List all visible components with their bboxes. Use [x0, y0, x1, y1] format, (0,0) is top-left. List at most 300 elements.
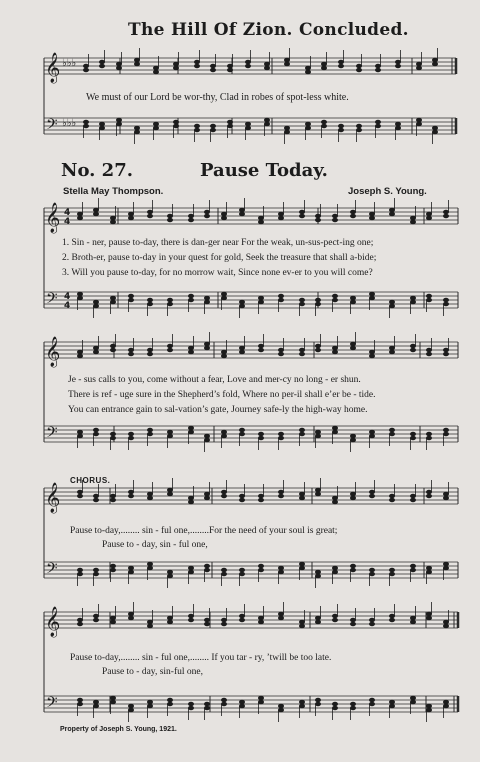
notehead: [221, 618, 226, 622]
notehead: [369, 292, 374, 296]
notehead: [128, 432, 133, 436]
notehead: [432, 126, 437, 130]
notehead: [99, 64, 104, 68]
notehead: [147, 562, 152, 566]
notehead: [99, 60, 104, 64]
notehead: [410, 300, 415, 304]
notehead: [93, 704, 98, 708]
notehead: [416, 118, 421, 122]
notehead: [410, 216, 415, 220]
notehead: [77, 430, 82, 434]
notehead: [426, 352, 431, 356]
notehead: [258, 348, 263, 352]
notehead: [278, 616, 283, 620]
notehead: [147, 624, 152, 628]
notehead: [299, 496, 304, 500]
notehead: [221, 490, 226, 494]
notehead: [147, 352, 152, 356]
notehead: [239, 428, 244, 432]
notehead: [194, 60, 199, 64]
notehead: [188, 496, 193, 500]
notehead: [258, 620, 263, 624]
notehead: [239, 346, 244, 350]
hymn-number: No. 27.: [61, 160, 133, 181]
notehead: [167, 344, 172, 348]
notehead: [426, 490, 431, 494]
notehead: [128, 348, 133, 352]
notehead: [147, 566, 152, 570]
notehead: [350, 622, 355, 626]
notehead: [204, 618, 209, 622]
notehead: [350, 210, 355, 214]
notehead: [204, 496, 209, 500]
notehead: [110, 220, 115, 224]
notehead: [278, 212, 283, 216]
notehead: [443, 566, 448, 570]
notehead: [315, 344, 320, 348]
notehead: [239, 494, 244, 498]
notehead: [116, 118, 121, 122]
notehead: [204, 300, 209, 304]
notehead: [350, 564, 355, 568]
notehead: [194, 64, 199, 68]
notehead: [426, 348, 431, 352]
notehead: [443, 348, 448, 352]
notehead: [443, 704, 448, 708]
notehead: [167, 348, 172, 352]
notehead: [299, 704, 304, 708]
notehead: [221, 430, 226, 434]
notehead: [221, 216, 226, 220]
notehead: [315, 702, 320, 706]
notehead: [375, 68, 380, 72]
notehead: [188, 218, 193, 222]
notehead: [321, 66, 326, 70]
notehead: [77, 618, 82, 622]
notehead: [147, 432, 152, 436]
notehead: [350, 214, 355, 218]
notehead: [128, 298, 133, 302]
notehead: [278, 494, 283, 498]
notehead: [389, 212, 394, 216]
chorus-line-1: Pause to-day,........ sin - ful one,........For the need of your soul is great;: [70, 526, 338, 536]
notehead: [110, 348, 115, 352]
notehead: [369, 490, 374, 494]
svg-text:♭♭♭: ♭♭♭: [62, 58, 77, 69]
notehead: [245, 122, 250, 126]
notehead: [410, 568, 415, 572]
notehead: [128, 490, 133, 494]
notehead: [338, 124, 343, 128]
notehead: [369, 568, 374, 572]
notehead: [315, 214, 320, 218]
notehead: [315, 430, 320, 434]
notehead: [350, 296, 355, 300]
notehead: [426, 212, 431, 216]
notehead: [321, 124, 326, 128]
notehead: [258, 300, 263, 304]
svg-text:𝄢: 𝄢: [46, 694, 58, 715]
notehead: [426, 612, 431, 616]
notehead: [432, 130, 437, 134]
notehead: [128, 566, 133, 570]
notehead: [350, 434, 355, 438]
notehead: [443, 210, 448, 214]
notehead: [110, 300, 115, 304]
notehead: [410, 700, 415, 704]
notehead: [204, 296, 209, 300]
notehead: [299, 562, 304, 566]
notehead: [410, 296, 415, 300]
notehead: [147, 214, 152, 218]
notehead: [77, 490, 82, 494]
notehead: [299, 432, 304, 436]
notehead: [315, 698, 320, 702]
notehead: [83, 68, 88, 72]
notehead: [83, 124, 88, 128]
notehead: [395, 64, 400, 68]
notehead: [299, 624, 304, 628]
notehead: [332, 346, 337, 350]
notehead: [332, 298, 337, 302]
svg-text:4: 4: [64, 217, 71, 227]
notehead: [369, 434, 374, 438]
notehead: [239, 208, 244, 212]
notehead: [369, 350, 374, 354]
notehead: [315, 488, 320, 492]
notehead: [338, 64, 343, 68]
notehead: [389, 432, 394, 436]
notehead: [167, 620, 172, 624]
notehead: [432, 62, 437, 66]
notehead: [239, 572, 244, 576]
notehead: [239, 568, 244, 572]
notehead: [443, 496, 448, 500]
notehead: [389, 568, 394, 572]
notehead: [332, 294, 337, 298]
notehead: [83, 64, 88, 68]
notehead: [110, 344, 115, 348]
notehead: [264, 66, 269, 70]
system1-verse-1: 1. Sin - ner, pause to-day, there is dan-ger near For the weak, un-sus-pect-ing one;: [62, 238, 374, 248]
notehead: [239, 432, 244, 436]
notehead: [410, 436, 415, 440]
notehead: [332, 350, 337, 354]
notehead: [188, 346, 193, 350]
notehead: [221, 296, 226, 300]
notehead: [278, 490, 283, 494]
notehead: [338, 60, 343, 64]
notehead: [389, 704, 394, 708]
system1-verse-2: 2. Broth-er, pause to-day in your quest for gold, Seek the treasure that shall a-bide;: [62, 253, 377, 263]
notehead: [299, 620, 304, 624]
notehead: [389, 700, 394, 704]
notehead: [167, 492, 172, 496]
notehead: [350, 568, 355, 572]
notehead: [278, 352, 283, 356]
notehead: [443, 700, 448, 704]
notehead: [167, 698, 172, 702]
notehead: [278, 708, 283, 712]
notehead: [350, 346, 355, 350]
notehead: [284, 130, 289, 134]
notehead: [245, 64, 250, 68]
notehead: [77, 702, 82, 706]
notehead: [332, 500, 337, 504]
notehead: [128, 612, 133, 616]
notehead: [93, 350, 98, 354]
notehead: [258, 296, 263, 300]
notehead: [239, 498, 244, 502]
notehead: [315, 492, 320, 496]
notehead: [369, 296, 374, 300]
notehead: [188, 566, 193, 570]
notehead: [221, 212, 226, 216]
notehead: [221, 698, 226, 702]
notehead: [258, 696, 263, 700]
notehead: [369, 212, 374, 216]
notehead: [321, 62, 326, 66]
notehead: [305, 70, 310, 74]
notehead: [227, 120, 232, 124]
notehead: [305, 126, 310, 130]
notehead: [221, 350, 226, 354]
notehead: [239, 614, 244, 618]
notehead: [239, 212, 244, 216]
notehead: [350, 492, 355, 496]
notehead: [443, 352, 448, 356]
notehead: [426, 616, 431, 620]
notehead: [299, 492, 304, 496]
notehead: [116, 122, 121, 126]
svg-text:𝄢: 𝄢: [46, 424, 58, 445]
notehead: [315, 348, 320, 352]
hymn-author: Stella May Thompson.: [63, 186, 164, 197]
notehead: [188, 614, 193, 618]
notehead: [356, 124, 361, 128]
notehead: [221, 494, 226, 498]
notehead: [426, 566, 431, 570]
notehead: [305, 66, 310, 70]
notehead: [416, 66, 421, 70]
notehead: [426, 436, 431, 440]
notehead: [93, 498, 98, 502]
notehead: [332, 706, 337, 710]
notehead: [410, 696, 415, 700]
notehead: [389, 350, 394, 354]
notehead: [299, 700, 304, 704]
notehead: [356, 64, 361, 68]
notehead: [221, 702, 226, 706]
notehead: [332, 218, 337, 222]
notehead: [110, 436, 115, 440]
notehead: [239, 304, 244, 308]
notehead: [188, 706, 193, 710]
notehead: [258, 568, 263, 572]
notehead: [410, 432, 415, 436]
notehead: [369, 216, 374, 220]
notehead: [221, 568, 226, 572]
notehead: [389, 498, 394, 502]
system2-verse-2: There is ref - uge sure in the Shepherd’s fold, Where no per-il shall e’er be - tide.: [68, 390, 376, 400]
notehead: [77, 350, 82, 354]
notehead: [77, 292, 82, 296]
svg-text:𝄢: 𝄢: [46, 290, 58, 311]
footer-copyright: Property of Joseph S. Young, 1921.: [60, 726, 177, 733]
notehead: [315, 298, 320, 302]
notehead: [128, 494, 133, 498]
notehead: [110, 700, 115, 704]
svg-text:𝄞: 𝄞: [45, 337, 61, 367]
notehead: [389, 614, 394, 618]
notehead: [284, 62, 289, 66]
notehead: [221, 434, 226, 438]
notehead: [147, 620, 152, 624]
notehead: [375, 124, 380, 128]
notehead: [110, 216, 115, 220]
notehead: [410, 348, 415, 352]
notehead: [173, 124, 178, 128]
notehead: [77, 212, 82, 216]
notehead: [389, 346, 394, 350]
notehead: [239, 700, 244, 704]
notehead: [258, 700, 263, 704]
notehead: [188, 500, 193, 504]
notehead: [239, 704, 244, 708]
notehead: [299, 302, 304, 306]
hymn-title: Pause Today.: [200, 160, 328, 181]
notehead: [350, 706, 355, 710]
notehead: [93, 494, 98, 498]
notehead: [264, 122, 269, 126]
notehead: [299, 298, 304, 302]
notehead: [188, 430, 193, 434]
notehead: [110, 494, 115, 498]
notehead: [443, 562, 448, 566]
notehead: [443, 214, 448, 218]
notehead: [278, 704, 283, 708]
notehead: [167, 298, 172, 302]
notehead: [194, 128, 199, 132]
notehead: [426, 432, 431, 436]
system1-verse-3: 3. Will you pause to-day, for no morrow wait, Since none ev-er to you will come?: [62, 268, 373, 278]
notehead: [93, 304, 98, 308]
hymn-composer: Joseph S. Young.: [348, 186, 427, 197]
notehead: [204, 702, 209, 706]
notehead: [284, 126, 289, 130]
notehead: [278, 432, 283, 436]
notehead: [188, 702, 193, 706]
notehead: [258, 220, 263, 224]
notehead: [210, 128, 215, 132]
notehead: [147, 704, 152, 708]
notehead: [278, 566, 283, 570]
notehead: [167, 488, 172, 492]
notehead: [110, 498, 115, 502]
notehead: [99, 122, 104, 126]
notehead: [258, 344, 263, 348]
notehead: [258, 494, 263, 498]
notehead: [315, 570, 320, 574]
notehead: [443, 492, 448, 496]
notehead: [221, 572, 226, 576]
notehead: [93, 618, 98, 622]
notehead: [167, 430, 172, 434]
notehead: [389, 572, 394, 576]
notehead: [77, 216, 82, 220]
notehead: [332, 702, 337, 706]
notehead: [239, 618, 244, 622]
notehead: [416, 62, 421, 66]
notehead: [443, 432, 448, 436]
notehead: [264, 118, 269, 122]
chorus-line-2-bass: Pause to - day, sin-ful one,: [102, 667, 203, 677]
notehead: [350, 496, 355, 500]
notehead: [332, 566, 337, 570]
notehead: [204, 564, 209, 568]
notehead: [210, 124, 215, 128]
notehead: [128, 570, 133, 574]
notehead: [278, 570, 283, 574]
notehead: [167, 616, 172, 620]
notehead: [278, 298, 283, 302]
notehead: [332, 214, 337, 218]
notehead: [278, 436, 283, 440]
chorus-line-2: Pause to-day,........ sin - ful one,........ If you tar - ry, ’twill be too late.: [70, 653, 332, 663]
notehead: [410, 494, 415, 498]
notehead: [443, 298, 448, 302]
notehead: [426, 298, 431, 302]
notehead: [188, 426, 193, 430]
notehead: [83, 120, 88, 124]
notehead: [375, 64, 380, 68]
svg-text:♭♭♭: ♭♭♭: [62, 118, 77, 129]
notehead: [321, 120, 326, 124]
notehead: [369, 354, 374, 358]
notehead: [173, 62, 178, 66]
notehead: [410, 498, 415, 502]
notehead: [110, 296, 115, 300]
notehead: [443, 620, 448, 624]
notehead: [188, 294, 193, 298]
notehead: [93, 212, 98, 216]
notehead: [147, 348, 152, 352]
notehead: [128, 708, 133, 712]
notehead: [167, 218, 172, 222]
notehead: [426, 704, 431, 708]
notehead: [134, 126, 139, 130]
notehead: [147, 428, 152, 432]
notehead: [128, 616, 133, 620]
notehead: [194, 124, 199, 128]
notehead: [443, 428, 448, 432]
svg-text:4: 4: [64, 292, 71, 302]
notehead: [369, 702, 374, 706]
notehead: [93, 208, 98, 212]
notehead: [110, 620, 115, 624]
notehead: [356, 68, 361, 72]
notehead: [299, 566, 304, 570]
notehead: [443, 302, 448, 306]
notehead: [167, 302, 172, 306]
hill-of-zion-lyric: We must of our Lord be wor-thy, Clad in robes of spot-less white.: [86, 92, 349, 103]
svg-text:𝄞: 𝄞: [45, 607, 61, 637]
notehead: [93, 568, 98, 572]
notehead: [134, 58, 139, 62]
notehead: [410, 616, 415, 620]
notehead: [204, 434, 209, 438]
notehead: [204, 210, 209, 214]
